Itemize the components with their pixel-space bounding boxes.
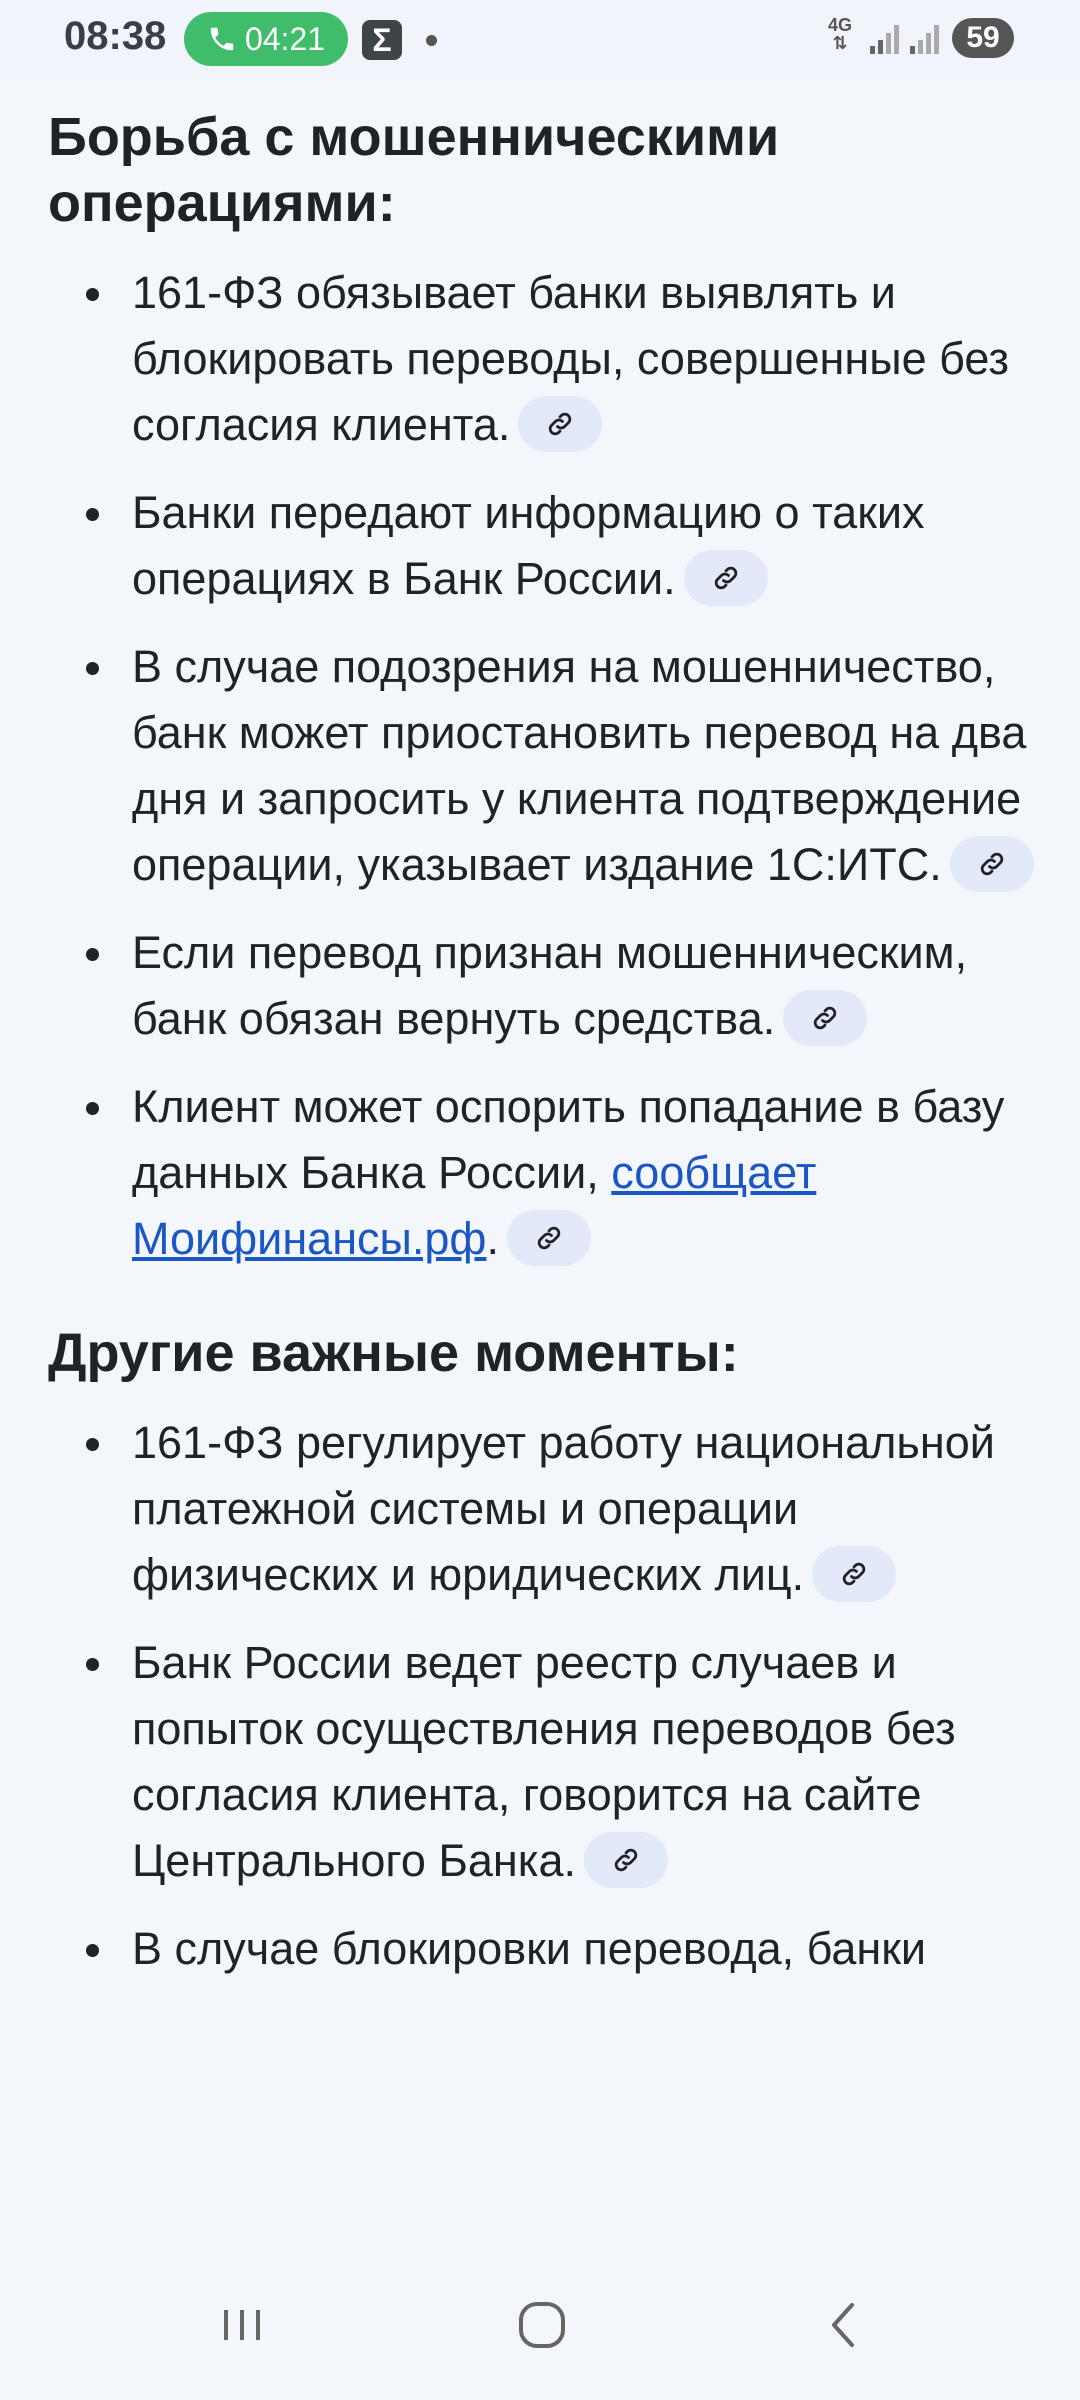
signal-icon — [908, 20, 942, 56]
phone-icon — [207, 24, 237, 54]
status-bar — [0, 0, 1080, 78]
link-icon — [839, 1559, 869, 1589]
call-indicator[interactable] — [184, 12, 348, 66]
bullet-list — [48, 260, 1038, 1272]
recent-apps-button[interactable] — [182, 2280, 302, 2370]
status-time: 08:38 — [64, 14, 167, 58]
source-link[interactable]: сообщает Моифинансы.рф — [132, 1147, 817, 1264]
list-item: 161-ФЗ обязывает банки выявлять и блокировать переводы, совершенные без согласия клиента. — [48, 260, 1038, 458]
list-item: В случае блокировки перевода, банки — [48, 1916, 1038, 1982]
list-item: Банк России ведет реестр случаев и попыток осуществления переводов без согласия клиента, говорится на сайте Центрального Банка. — [48, 1630, 1038, 1894]
system-nav-bar — [0, 2250, 1080, 2400]
section-heading: Другие важные моменты: — [48, 1323, 739, 1383]
recent-apps-icon — [212, 2295, 272, 2355]
sigma-notification-icon: Σ — [362, 20, 402, 60]
source-link-chip[interactable] — [812, 1546, 896, 1602]
list-item: Клиент может оспорить попадание в базу данных Банка России, сообщает Моифинансы.рф. — [48, 1074, 1038, 1272]
source-link-chip[interactable] — [518, 396, 602, 452]
answer-content — [48, 100, 1038, 1982]
back-icon — [814, 2295, 874, 2355]
source-link-chip[interactable] — [783, 990, 867, 1046]
call-timer: 04:21 — [244, 20, 326, 57]
link-icon — [977, 849, 1007, 879]
link-icon — [545, 409, 575, 439]
battery-indicator: 59 — [952, 18, 1014, 58]
home-button[interactable] — [482, 2280, 602, 2370]
signal-icon — [868, 20, 902, 56]
source-link-chip[interactable] — [584, 1832, 668, 1888]
list-item: Если перевод признан мошенническим, банк обязан вернуть средства. — [48, 920, 1038, 1052]
list-item: 161-ФЗ регулирует работу национальной платежной системы и операции физических и юридических лиц. — [48, 1410, 1038, 1608]
home-icon — [512, 2295, 572, 2355]
section-heading: Борьба с мошенническими операциями: — [48, 107, 780, 233]
link-icon — [810, 1003, 840, 1033]
source-link-chip[interactable] — [507, 1210, 591, 1266]
bullet-list — [48, 1410, 1038, 1982]
network-type: 4G ⇅ — [828, 15, 853, 53]
back-button[interactable] — [784, 2280, 904, 2370]
source-link-chip[interactable] — [684, 550, 768, 606]
link-icon — [611, 1845, 641, 1875]
list-item: Банки передают информацию о таких операциях в Банк России. — [48, 480, 1038, 612]
list-item: В случае подозрения на мошенничество, банк может приостановить перевод на два дня и запросить у клиента подтверждение операции, указывает издание 1С:ИТС. — [48, 634, 1038, 898]
more-notifications-dot — [426, 35, 437, 46]
source-link-chip[interactable] — [950, 836, 1034, 892]
link-icon — [711, 563, 741, 593]
link-icon — [534, 1223, 564, 1253]
